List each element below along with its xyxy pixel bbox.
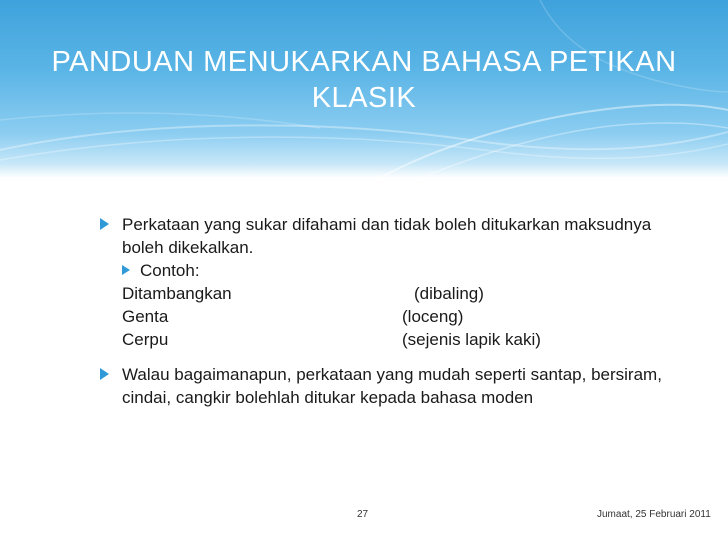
example-row [122, 282, 680, 305]
footer-date: Jumaat, 25 Februari 2011 [597, 509, 711, 520]
bullet-arrow-icon [100, 218, 109, 230]
bullet-arrow-icon [122, 265, 130, 275]
example-word: Genta [122, 307, 169, 326]
example-word: Cerpu [122, 330, 169, 349]
example-meaning: (sejenis lapik kaki) [402, 330, 541, 349]
slide-title: PANDUAN MENUKARKAN BAHASA PETIKAN KLASIK [51, 46, 677, 114]
bullet-text: Perkataan yang sukar difahami dan tidak boleh ditukarkan maksudnya boleh dikekalkan. [122, 215, 652, 257]
slide-content [100, 213, 680, 409]
example-meaning: (loceng) [402, 307, 464, 326]
example-meaning: (dibaling) [414, 284, 484, 303]
example-row [122, 305, 680, 328]
bullet-text: Walau bagaimanapun, perkataan yang mudah seperti santap, bersiram, cindai, cangkir bolehlah ditukar kepada bahasa moden [122, 365, 662, 407]
header-banner [0, 0, 728, 178]
bullet-item [100, 213, 680, 259]
example-word: Ditambangkan [122, 284, 232, 303]
bullet-arrow-icon [100, 368, 109, 380]
page-number: 27 [357, 509, 369, 520]
sub-bullet-item [122, 259, 680, 282]
bullet-item [100, 363, 680, 409]
sub-bullet-text: Contoh: [140, 261, 200, 280]
example-row [122, 328, 680, 351]
